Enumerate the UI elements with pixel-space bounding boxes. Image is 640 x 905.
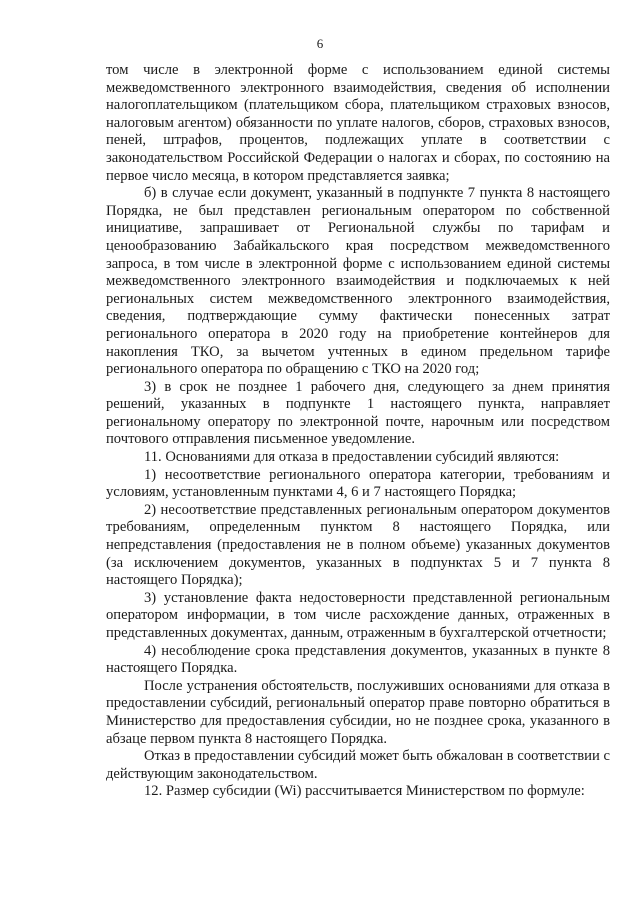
paragraph-ground-4: 4) несоблюдение срока представления документов, указанных в пункте 8 настоящего Порядка. — [106, 642, 610, 677]
paragraph-subitem-b: б) в случае если документ, указанный в подпункте 7 пункта 8 настоящего Порядка, не был представлен региональным оператором по собственной инициативе, запрашивает от Региональной службы по тарифам и ценообразованию Забайкальского края посредством межведомственного запроса, в том числе в электронной форме с использованием единой системы межведомственного электронного взаимодействия и подключаемых к ней региональных систем межведомственного электронного взаимодействия, сведения, подтверждающие сумму фактически понесенных затрат регионального оператора в 2020 году на приобретение контейнеров для накопления ТКО, за вычетом учтенных в едином предельном тарифе регионального оператора по обращению с ТКО на 2020 год; — [106, 185, 610, 378]
paragraph-clause-12: 12. Размер субсидии (Wi) рассчитывается Министерством по формуле: — [144, 783, 585, 800]
document-body — [106, 62, 610, 801]
paragraph-continuation: том числе в электронной форме с использованием единой системы межведомственного электронного взаимодействия, сведения об исполнении налогоплательщиком (плательщиком сбора, плательщиком страховых взносов, налоговым агентом) обязанности по уплате налогов, сборов, страховых взносов, пеней, штрафов, процентов, подлежащих уплате в соответствии с законодательством Российской Федерации о налогах и сборах, по состоянию на первое число месяца, в котором представляется заявка; — [106, 62, 610, 184]
paragraph-ground-1: 1) несоответствие регионального оператора категории, требованиям и условиям, установленным пунктами 4, 6 и 7 настоящего Порядка; — [106, 466, 610, 501]
paragraph-ground-3: 3) установление факта недостоверности представленной региональным оператором информации, в том числе расхождение данных, отраженных в представленных документах, данным, отраженным в бухгалтерской отчетности; — [106, 589, 610, 641]
paragraph-clause-11: 11. Основаниями для отказа в предоставлении субсидий являются: — [144, 449, 560, 466]
paragraph-ground-2: 2) несоответствие представленных региональным оператором документов требованиям, определенным пунктом 8 настоящего Порядка, или непредставления (предоставления не в полном объеме) указанных документов (за исключением документов, указанных в подпунктах 5 и 7 пункта 8 настоящего Порядка); — [106, 501, 610, 589]
paragraph-subitem-3: 3) в срок не позднее 1 рабочего дня, следующего за днем принятия решений, указанных в подпункте 1 настоящего пункта, направляет региональному оператору по электронной почте, нарочным или посредством почтового отправления письменное уведомление. — [106, 378, 610, 448]
paragraph-appeal: Отказ в предоставлении субсидий может быть обжалован в соответствии с действующим законодательством. — [106, 748, 610, 782]
paragraph-reapply: После устранения обстоятельств, послуживших основаниями для отказа в предоставлении субсидий, региональный оператор праве повторно обратиться в Министерство для предоставления субсидии, но не позднее срока, указанного в абзаце первом пункта 8 настоящего Порядка. — [106, 677, 610, 747]
page-number: 6 — [316, 36, 324, 51]
